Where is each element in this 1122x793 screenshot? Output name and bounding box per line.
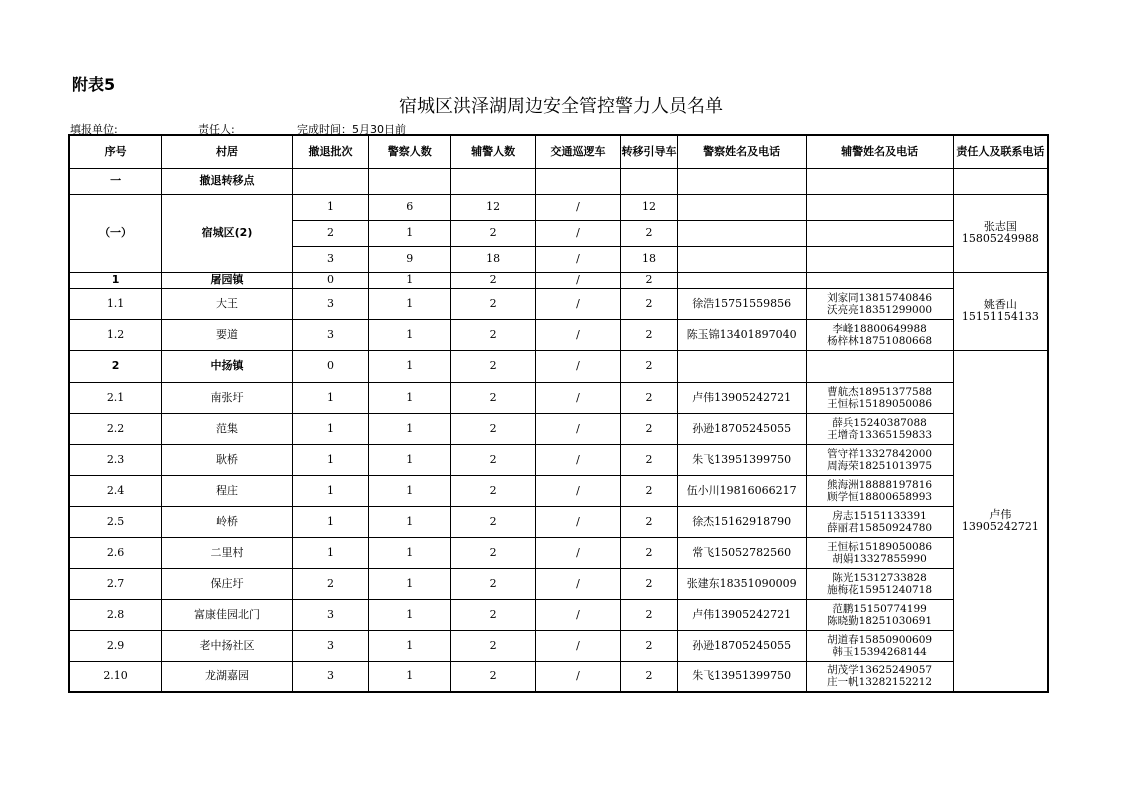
- table-cell: 3: [292, 661, 368, 692]
- table-row: [69, 568, 1048, 599]
- table-cell: 2.1: [69, 382, 162, 413]
- responsible-contact: 卢伟 13905242721: [953, 350, 1048, 692]
- table-cell: 1: [369, 272, 451, 288]
- table-cell: 富康佳园北门: [162, 599, 293, 630]
- table-cell: 2: [451, 382, 535, 413]
- table-cell: 2: [621, 288, 678, 319]
- table-row: [69, 661, 1048, 692]
- table-cell: 1: [369, 319, 451, 350]
- section-number: 一: [69, 168, 162, 194]
- header-cell: 警察人数: [369, 135, 451, 168]
- table-cell: 1: [292, 413, 368, 444]
- table-cell: 1: [369, 288, 451, 319]
- town-name: 屠园镇: [162, 272, 293, 288]
- section-name: 撤退转移点: [162, 168, 293, 194]
- table-cell: /: [535, 444, 620, 475]
- table-cell: 2: [292, 220, 368, 246]
- table-cell: [806, 246, 953, 272]
- table-cell: 1: [369, 568, 451, 599]
- table-cell: [806, 350, 953, 382]
- table-cell: 2: [621, 413, 678, 444]
- table-cell: 龙湖嘉园: [162, 661, 293, 692]
- header-cell: 村居: [162, 135, 293, 168]
- table-cell: 2: [621, 444, 678, 475]
- table-cell: 2.8: [69, 599, 162, 630]
- town-number: 2: [69, 350, 162, 382]
- table-cell: 2: [451, 413, 535, 444]
- table-cell: 1: [369, 444, 451, 475]
- table-cell: /: [535, 537, 620, 568]
- table-cell: /: [535, 568, 620, 599]
- table-cell: /: [535, 272, 620, 288]
- table-cell: 2: [451, 288, 535, 319]
- table-cell: 南张圩: [162, 382, 293, 413]
- table-cell: [677, 272, 806, 288]
- police-contact: 卢伟13905242721: [677, 599, 806, 630]
- table-cell: /: [535, 288, 620, 319]
- table-cell: [677, 350, 806, 382]
- table-cell: 范集: [162, 413, 293, 444]
- header-cell: 撤退批次: [292, 135, 368, 168]
- table-cell: 3: [292, 246, 368, 272]
- table-cell: [677, 220, 806, 246]
- table-cell: 2: [621, 319, 678, 350]
- police-contact: 伍小川19816066217: [677, 475, 806, 506]
- responsible-contact: 姚香山 15151154133: [953, 272, 1048, 350]
- table-cell: 2: [451, 220, 535, 246]
- table-cell: /: [535, 220, 620, 246]
- police-contact: 孙逊18705245055: [677, 630, 806, 661]
- table-cell: [806, 194, 953, 220]
- table-cell: 3: [292, 288, 368, 319]
- header-cell: 辅警姓名及电话: [806, 135, 953, 168]
- table-cell: 12: [451, 194, 535, 220]
- table-cell: 2.2: [69, 413, 162, 444]
- table-cell: 2.7: [69, 568, 162, 599]
- table-cell: 1: [369, 220, 451, 246]
- table-cell: [953, 168, 1048, 194]
- table-cell: 2: [621, 568, 678, 599]
- table-cell: 2: [451, 661, 535, 692]
- table-cell: [677, 168, 806, 194]
- responsible-label: 责任人:: [198, 123, 235, 136]
- table-cell: 2: [451, 350, 535, 382]
- table-cell: /: [535, 475, 620, 506]
- police-contact: 徐杰15162918790: [677, 506, 806, 537]
- table-cell: 1: [292, 382, 368, 413]
- table-cell: 2: [621, 475, 678, 506]
- aux-contact: 王恒标15189050086 胡娟13327855990: [806, 537, 953, 568]
- table-cell: 2.3: [69, 444, 162, 475]
- table-cell: 3: [292, 630, 368, 661]
- table-cell: [451, 168, 535, 194]
- header-cell: 交通巡逻车: [535, 135, 620, 168]
- police-contact: 徐浩15751559856: [677, 288, 806, 319]
- aux-contact: 房志15151133391 薛丽君15850924780: [806, 506, 953, 537]
- table-row: [69, 599, 1048, 630]
- header-cell: 警察姓名及电话: [677, 135, 806, 168]
- table-cell: 1: [369, 382, 451, 413]
- table-cell: 2: [621, 350, 678, 382]
- table-cell: 9: [369, 246, 451, 272]
- table-row: [69, 506, 1048, 537]
- page-title: 宿城区洪泽湖周边安全管控警力人员名单: [399, 96, 723, 117]
- table-cell: 2.9: [69, 630, 162, 661]
- table-cell: 2.6: [69, 537, 162, 568]
- table-cell: [369, 168, 451, 194]
- table-row: [69, 168, 1048, 194]
- table-cell: 1: [369, 630, 451, 661]
- police-contact: 张建东18351090009: [677, 568, 806, 599]
- table-cell: /: [535, 661, 620, 692]
- table-cell: 1: [292, 444, 368, 475]
- table-cell: 要道: [162, 319, 293, 350]
- table-cell: 1: [369, 599, 451, 630]
- town-name: 中扬镇: [162, 350, 293, 382]
- table-cell: 2: [451, 272, 535, 288]
- table-cell: 3: [292, 599, 368, 630]
- table-cell: [621, 168, 678, 194]
- police-contact: 朱飞13951399750: [677, 661, 806, 692]
- table-cell: 1: [292, 537, 368, 568]
- table-row: [69, 194, 1048, 220]
- group-name: 宿城区(2): [162, 194, 293, 272]
- aux-contact: 熊海洲18888197816 顾学恒18800658993: [806, 475, 953, 506]
- table-cell: 2: [451, 568, 535, 599]
- police-contact: 朱飞13951399750: [677, 444, 806, 475]
- table-cell: /: [535, 413, 620, 444]
- table-row: [69, 350, 1048, 382]
- unit-label: 填报单位:: [70, 123, 118, 136]
- table-cell: 2.10: [69, 661, 162, 692]
- table-cell: 18: [621, 246, 678, 272]
- table-cell: /: [535, 246, 620, 272]
- table-cell: 2.5: [69, 506, 162, 537]
- responsible-contact: 张志国 15805249988: [953, 194, 1048, 272]
- table-cell: /: [535, 350, 620, 382]
- table-row: [69, 537, 1048, 568]
- attachment-label: 附表5: [72, 75, 116, 94]
- table-cell: 1: [369, 537, 451, 568]
- table-cell: [292, 168, 368, 194]
- table-cell: /: [535, 599, 620, 630]
- table-cell: 0: [292, 350, 368, 382]
- table-cell: [806, 220, 953, 246]
- table-cell: /: [535, 630, 620, 661]
- table-cell: 2: [451, 506, 535, 537]
- table-cell: 二里村: [162, 537, 293, 568]
- header-cell: 转移引导车: [621, 135, 678, 168]
- table-cell: [806, 272, 953, 288]
- table-cell: 岭桥: [162, 506, 293, 537]
- aux-contact: 李峰18800649988 杨梓林18751080668: [806, 319, 953, 350]
- table-cell: 1: [292, 475, 368, 506]
- table-cell: /: [535, 382, 620, 413]
- table-cell: 2.4: [69, 475, 162, 506]
- town-number: 1: [69, 272, 162, 288]
- header-cell: 辅警人数: [451, 135, 535, 168]
- aux-contact: 曹航杰18951377588 王恒标15189050086: [806, 382, 953, 413]
- table-cell: 保庄圩: [162, 568, 293, 599]
- police-contact: 卢伟13905242721: [677, 382, 806, 413]
- table-cell: /: [535, 506, 620, 537]
- table-cell: 1: [292, 506, 368, 537]
- table-cell: 6: [369, 194, 451, 220]
- police-contact: 陈玉锦13401897040: [677, 319, 806, 350]
- header-row: [69, 135, 1048, 168]
- aux-contact: 陈光15312733828 施梅花15951240718: [806, 568, 953, 599]
- group-number: （一）: [69, 194, 162, 272]
- table-cell: 1: [369, 475, 451, 506]
- table-cell: 0: [292, 272, 368, 288]
- table-row: [69, 382, 1048, 413]
- table-cell: 2: [621, 630, 678, 661]
- personnel-table: [68, 134, 1049, 693]
- table-row: [69, 630, 1048, 661]
- table-cell: 2: [451, 319, 535, 350]
- table-cell: 1.2: [69, 319, 162, 350]
- table-cell: 2: [621, 272, 678, 288]
- table-cell: 2: [621, 506, 678, 537]
- aux-contact: 刘家同13815740846 沃亮亮18351299000: [806, 288, 953, 319]
- table-row: [69, 272, 1048, 288]
- header-cell: 序号: [69, 135, 162, 168]
- table-cell: 耿桥: [162, 444, 293, 475]
- table-cell: [677, 246, 806, 272]
- table-cell: [806, 168, 953, 194]
- police-contact: 孙逊18705245055: [677, 413, 806, 444]
- table-cell: 2: [621, 382, 678, 413]
- table-cell: 大王: [162, 288, 293, 319]
- table-cell: 3: [292, 319, 368, 350]
- table-cell: 1.1: [69, 288, 162, 319]
- table-cell: 1: [369, 413, 451, 444]
- table-row: [69, 444, 1048, 475]
- table-cell: 2: [621, 599, 678, 630]
- table-cell: 1: [369, 350, 451, 382]
- aux-contact: 范鹏15150774199 陈晓勤18251030691: [806, 599, 953, 630]
- table-cell: 18: [451, 246, 535, 272]
- header-cell: 责任人及联系电话: [953, 135, 1048, 168]
- table-cell: /: [535, 319, 620, 350]
- table-cell: 2: [451, 630, 535, 661]
- table-cell: 2: [621, 537, 678, 568]
- table-cell: 1: [369, 661, 451, 692]
- table-cell: 1: [369, 506, 451, 537]
- aux-contact: 管守祥13327842000 周海荣18251013975: [806, 444, 953, 475]
- aux-contact: 胡道春15850900609 韩玉15394268144: [806, 630, 953, 661]
- table-cell: [677, 194, 806, 220]
- deadline-label: 完成时间：5月30日前: [297, 123, 406, 136]
- table-row: [69, 288, 1048, 319]
- table-cell: 2: [621, 220, 678, 246]
- table-cell: 2: [621, 661, 678, 692]
- table-cell: 1: [292, 194, 368, 220]
- table-cell: 老中扬社区: [162, 630, 293, 661]
- table-cell: 12: [621, 194, 678, 220]
- table-row: [69, 413, 1048, 444]
- aux-contact: 胡茂学13625249057 庄一帆13282152212: [806, 661, 953, 692]
- table-row: [69, 475, 1048, 506]
- table-cell: 2: [451, 599, 535, 630]
- table-cell: /: [535, 194, 620, 220]
- table-cell: [535, 168, 620, 194]
- table-cell: 2: [451, 444, 535, 475]
- table-row: [69, 319, 1048, 350]
- table-cell: 2: [292, 568, 368, 599]
- aux-contact: 薛兵15240387088 王增奇13365159833: [806, 413, 953, 444]
- table-cell: 2: [451, 475, 535, 506]
- police-contact: 常飞15052782560: [677, 537, 806, 568]
- table-cell: 2: [451, 537, 535, 568]
- table-cell: 程庄: [162, 475, 293, 506]
